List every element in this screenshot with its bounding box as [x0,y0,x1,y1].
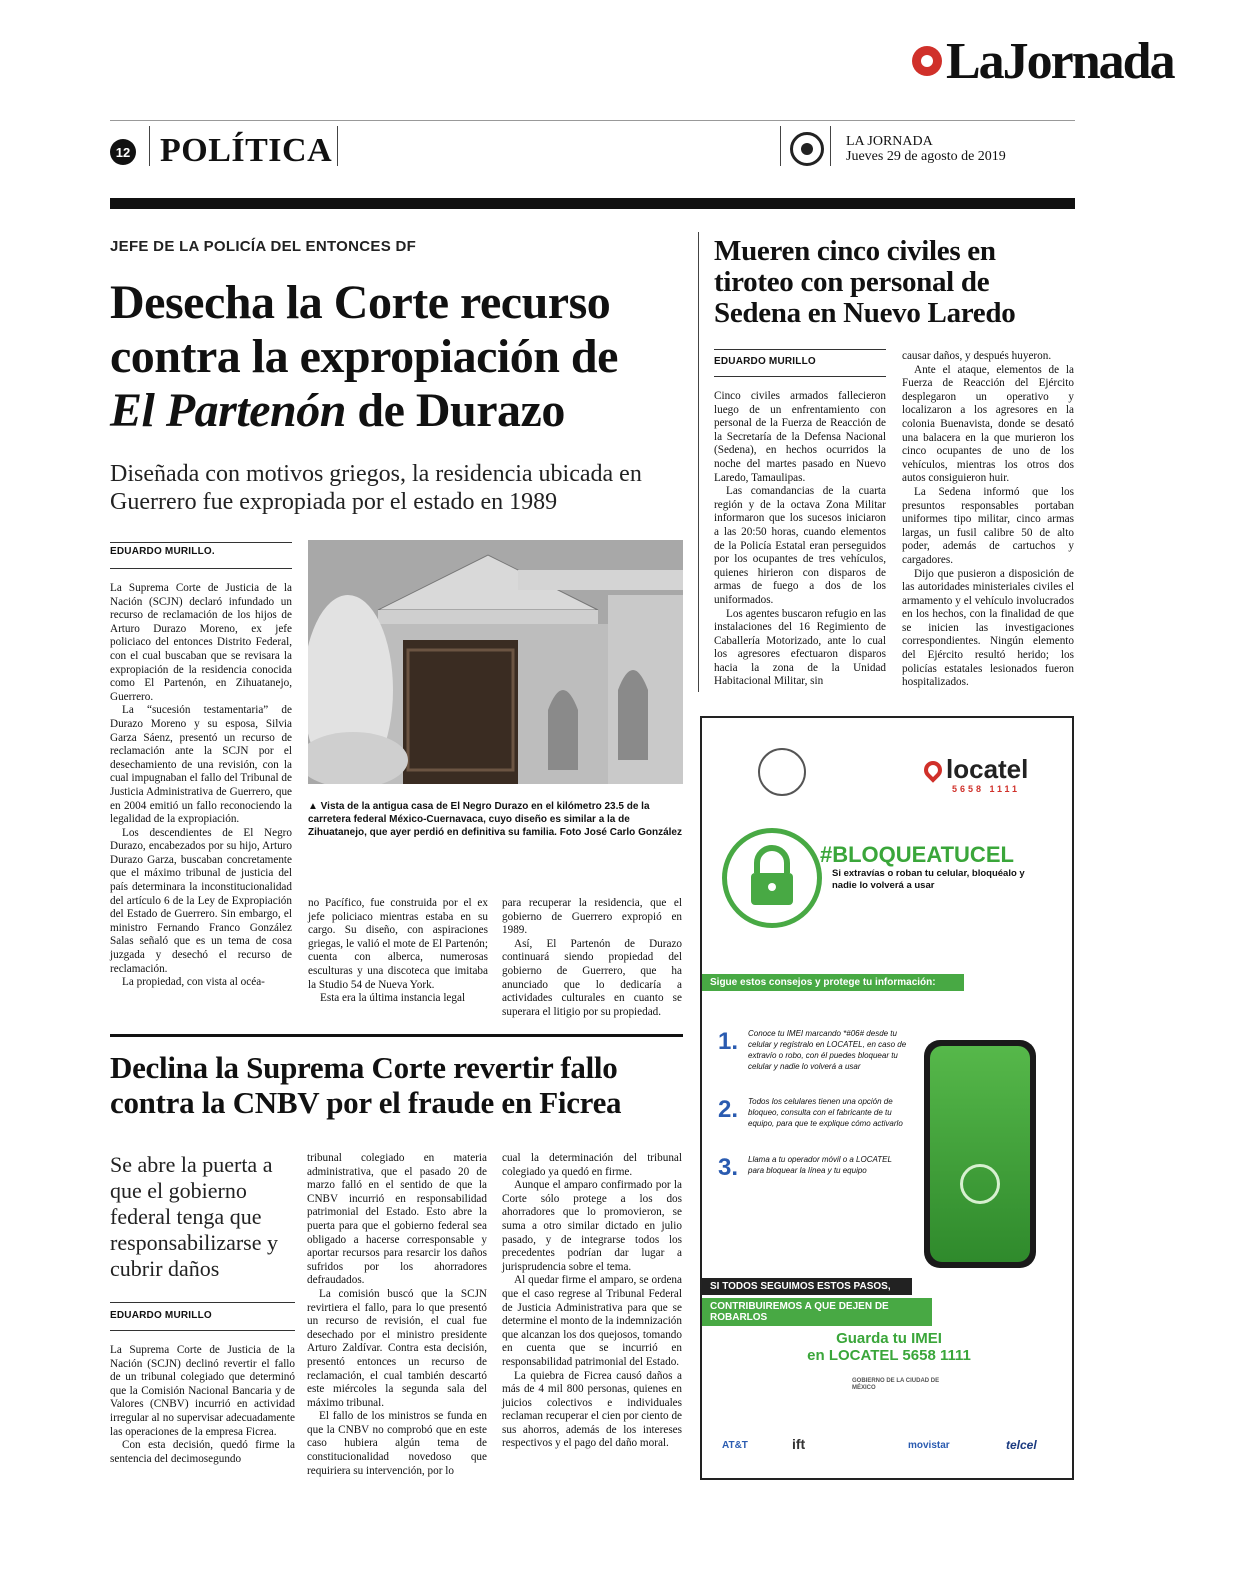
divider [780,126,781,166]
ad-subtitle: Si extravías o roban tu celular, bloquéalo y nadie lo volverá a usar [832,868,1025,891]
article3-rule [110,1034,683,1037]
byline-rule [110,1302,295,1303]
byline-rule [110,1330,295,1331]
att-logo: AT&T [722,1440,748,1451]
paragraph: Al quedar firme el amparo, se ordena que el caso regrese al Tribunal Federal de Justicia Administrativa para que se determine el monto de la indemnización que alcanzan los dos quejosos, tomando en cuenta que se incurrió en responsabilidad patrimonial del Estado. [502,1274,682,1368]
article1-column-3 [502,897,682,1019]
tip-number: 3. [718,1154,739,1181]
telcel-logo: telcel [1006,1438,1037,1452]
headline-line: contra la CNBV por el fraude en Ficrea [110,1085,622,1120]
column-divider [698,232,699,692]
paragraph: El fallo de los ministros se funda en que la CNBV no comprobó que en este caso hubiera algún tema de constitucionalidad novedoso que requiriera su intervención, por lo [307,1410,487,1477]
photo-caption: ▲ Vista de la antigua casa de El Negro Durazo en el kilómetro 23.5 de la carretera federal México-Cuernavaca, cuyo diseño es similar a la de Zihuatanejo, que ayer perdió en definitiva su familia. Foto José Carlo González [308,801,682,838]
sun-icon [912,46,942,76]
paragraph: Con esta decisión, quedó firme la sentencia del decimosegundo [110,1439,295,1465]
tip-item [718,1154,908,1181]
paragraph: La quiebra de Ficrea causó daños a más de 4 mil 800 personas, quienes en juicios colectivos e individuales reclaman recuperar el cien por ciento de sus ahorros, además de los intereses respectivos y el pago del daño moral. [502,1369,682,1450]
paragraph: La Suprema Corte de Justicia de la Nación (SCJN) declinó revertir el fallo de un tribunal colegiado que determinó que la Comisión Nacional Bancaria y de Valores (CNBV) incurrió en actividad irregular al no supervisar adecuadamente las operaciones de la empresa Ficrea. [110,1344,295,1438]
ift-logo: ift [792,1436,806,1452]
paragraph: La Suprema Corte de Justicia de la Nación (SCJN) declaró infundado un recurso de reclamación de los hijos de Arturo Durazo Moreno, ex jefe policiaco del entonces Distrito Federal, con el cual buscaban que se revisara la expropiación de la residencia conocida como El Partenón, en Zihuatanejo, Guerrero. [110,582,292,703]
headline-end: de Durazo [357,384,565,437]
tips-header: Sigue estos consejos y protege tu información: [702,974,964,991]
lock-circle [722,828,822,928]
article1-kicker: JEFE DE LA POLICÍA DEL ENTONCES DF [110,238,417,255]
divider [830,126,831,166]
phone-screen [930,1046,1030,1262]
padlock-icon [727,833,817,923]
cta-line: Guarda tu IMEI [836,1330,942,1347]
headline-line: contra la expropiación de [110,330,618,383]
byline-rule [110,568,292,569]
tip-text: Conoce tu IMEI marcando *#06# desde tu celular y regístralo en LOCATEL, en caso de extravío o robo, con él puedes bloquear tu celular y nadie lo volverá a usar [748,1029,907,1071]
locatel-name: locatel [946,754,1029,784]
screen-lock-icon [960,1164,1000,1204]
locatel-logo [924,754,1028,785]
masthead-brand: LaJornada [946,32,1174,90]
byline-rule [714,349,886,350]
paragraph: La “sucesión testamentaria” de Durazo Moreno y su esposa, Silvia Garza Sáenz, presentó un recurso de reclamación ante la SCJN por el desechamiento de una revisión, con la cual impugnaban el fallo del Tribunal de Justicia Administrativa de Guerrero, que en 2004 emitió un fallo reconociendo la legalidad de la expropiación. [110,704,292,826]
paragraph: Ante el ataque, elementos de la Fuerza de Reacción del Ejército desplegaron un operativo y localizaron a los agresores en la colonia Buenavista, donde se desató una balacera en la que murieron los cinco ocupantes de uno de los vehículos, mientras los otros dos autos consiguieron huir. [902,363,1074,485]
house-photo [308,540,683,784]
article1-byline: EDUARDO MURILLO. [110,546,215,557]
article3-column-1 [110,1344,295,1466]
tip-number: 1. [718,1028,739,1055]
article3-headline [110,1050,690,1120]
article1-deck: Diseñada con motivos griegos, la residencia ubicada en Guerrero fue expropiada por el estado en 1989 [110,461,642,515]
issue-date: Jueves 29 de agosto de 2019 [846,149,1006,164]
byline-rule [110,542,292,543]
hashtag: #BLOQUEATUCEL [820,842,1014,867]
cta [702,1330,1074,1364]
tip-text: Llama a tu operador móvil o a LOCATEL para bloquear la línea y tu equipo [748,1155,892,1175]
paragraph: Las comandancias de la cuarta región y de la octava Zona Militar informaron que los sucesos iniciaron a las 20:50 horas, cuando elementos de la Policía Estatal eran perseguidos por los ocupantes de tres vehículos, quienes hirieron con disparos de armas de fuego a dos de los uniformados. [714,485,886,606]
locatel-number: 5658 1111 [952,784,1021,794]
article1-headline [110,276,690,438]
gov-logo: GOBIERNO DE LA CIUDAD DE MÉXICO [852,1378,940,1391]
bottom-bar-2: CONTRIBUIREMOS A QUE DEJEN DE ROBARLOS [702,1298,932,1326]
headline-line: Declina la Suprema Corte revertir fallo [110,1050,618,1085]
paragraph: La comisión buscó que la SCJN revirtiera el fallo, para lo que presentó un recurso de revisión, el cual fue desechado por el ministro presidente Arturo Zaldívar. Contra esta decisión, presentó entonces un recurso de reclamación, el cual también descartó este miércoles la segunda sala del máximo tribunal. [307,1287,487,1409]
article2-byline: EDUARDO MURILLO [714,356,816,367]
paragraph: causar daños, y después huyeron. [902,350,1052,362]
bottom-bar-1: SI TODOS SEGUIMOS ESTOS PASOS, [702,1278,912,1295]
movistar-logo: movistar [908,1440,950,1451]
article1-column-2 [308,897,488,1006]
article2-column-1 [714,390,886,689]
paragraph: no Pacífico, fue construida por el ex jefe policiaco mientras estaba en su cargo. Su diseño, con aspiraciones griegas, le valió el mote de El Partenón; cuenta con alberca, numerosas esculturas y una discoteca que imitaba la Studio 54 de Nueva York. [308,897,488,991]
divider [149,126,150,166]
photo-illustration [308,540,683,784]
paragraph: cual la determinación del tribunal colegiado ya quedó en firme. [502,1152,682,1178]
paper-name: LA JORNADA [846,134,933,149]
sun-logo-icon [790,132,824,166]
article3-deck: Se abre la puerta a que el gobierno federal tenga que responsabilizarse y cubrir daños [110,1152,278,1281]
tip-item [718,1096,908,1129]
headline-line: Desecha la Corte recurso [110,276,611,329]
header-bar [110,198,1075,209]
phone-illustration [924,1040,1036,1268]
paragraph: Los agentes buscaron refugio en las instalaciones del 16 Regimiento de Caballería Motorizado, ante lo cual los agresores efectuaron disparos hacia la zona de la Unidad Habitacional Militar, sin [714,607,886,688]
top-rule [110,120,1075,121]
article3-column-2 [307,1152,487,1478]
headline-italic: El Partenón [110,384,346,437]
paragraph: para recuperar la residencia, que el gobierno de Guerrero expropió en 1989. [502,897,682,937]
tip-number: 2. [718,1096,739,1123]
paragraph: Los descendientes de El Negro Durazo, encabezados por su hijo, Arturo Durazo Garza, buscaban concretamente que el máximo tribunal de justicia del país determinara la inconstitucionalidad del artículo 6 de la Ley de Expropiación del Estado de Guerrero. Sin embargo, el ministro Fernando Franco González Salas señaló que es un tema de cosa juzgada y desechó el recurso de reclamación. [110,826,292,975]
paragraph: Aunque el amparo confirmado por la Corte sólo protege a los dos ahorradores que lo promovieron, se suma a otro similar dictado en julio pasado, y de integrarse todos los precedentes podrían dar lugar a jurisprudencia sobre el tema. [502,1179,682,1273]
paragraph: La Sedena informó que los presuntos responsables portaban uniformes tipo militar, cinco armas largas, un fusil calibre 50 de alto poder, además de cartuchos y cargadores. [902,485,1074,566]
paper-info [846,134,1006,164]
divider [337,126,338,166]
byline-rule [714,376,886,377]
article2-column-2 [902,350,1074,690]
paragraph: La propiedad, con vista al océa- [122,976,265,989]
masthead-logo [912,28,1222,94]
paragraph: tribunal colegiado en materia administrativa, que el pasado 20 de marzo falló en el sentido de que la CNBV incurrió en responsabilidad patrimonial del Estado. Esto abre la puerta para que el gobierno federal sea obligado a hacerse corresponsable y aportar recursos para resarcir los daños sufridos por los ahorradores defraudados. [307,1152,487,1287]
paragraph: Cinco civiles armados fallecieron luego de un enfrentamiento con personal de la Fuerza de Reacción de la Secretaría de la Defensa Nacional (Sedena), en hechos ocurridos la noche del martes pasado en Nuevo Laredo, Tamaulipas. [714,390,886,484]
paragraph: Dijo que pusieron a disposición de las autoridades ministeriales civiles el armamento y el vehículo involucrados en los hechos, con la finalidad de que se inicien las investigaciones correspondientes. Ningún elemento del Ejército resultó herido; los policías estatales lesionados fueron hospitalizados. [902,567,1074,689]
article1-column-1 [110,582,292,990]
location-pin-icon [920,757,945,782]
tip-item [718,1028,908,1072]
cta-line: en LOCATEL 5658 1111 [807,1347,971,1364]
article3-column-3 [502,1152,682,1451]
section-title: POLÍTICA [160,132,333,169]
locatel-advertisement [700,716,1074,1480]
article3-byline: EDUARDO MURILLO [110,1310,212,1321]
citizen-council-logo-icon [758,748,806,796]
tip-text: Todos los celulares tienen una opción de bloqueo, consulta con el fabricante de tu equipo, para que te explique cómo activarlo [748,1097,903,1128]
paragraph: Esta era la última instancia legal [320,992,466,1005]
page-number: 12 [110,139,136,165]
paragraph: Así, El Partenón de Durazo continuará siendo propiedad del gobierno de Guerrero, que ha anunciado que lo dedicaría a actividades culturales en cuanto se superara el litigio por su propiedad. [502,937,682,1018]
article2-headline: Mueren cinco civiles en tiroteo con personal de Sedena en Nuevo Laredo [714,235,1016,329]
headline-line [110,384,690,438]
